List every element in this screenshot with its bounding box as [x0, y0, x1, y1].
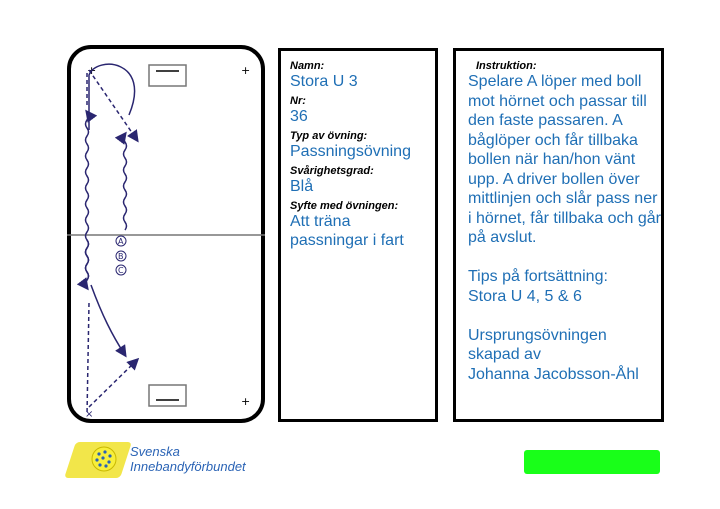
- top-goal: [149, 65, 186, 86]
- floorball-rink-diagram: [67, 45, 265, 423]
- svg-text:+: +: [87, 64, 97, 77]
- pass-from-corner: [89, 360, 137, 407]
- player-a-label: A: [118, 237, 124, 246]
- svg-text:×: ×: [85, 409, 94, 420]
- number-label: Nr:: [290, 95, 306, 107]
- name-value: Stora U 3: [290, 73, 358, 90]
- name-label: Namn:: [290, 60, 325, 72]
- return-pass: [89, 70, 137, 140]
- type-value: Passningsövning: [290, 143, 411, 160]
- exercise-info-panel: [278, 48, 438, 422]
- dribble-down: [86, 240, 89, 288]
- logo-line-1: Svenska: [130, 444, 180, 459]
- logo-line-2: Innebandyförbundet: [130, 459, 246, 474]
- player-b-label: B: [118, 252, 124, 261]
- purpose-value: Att träna passningar i fart: [290, 213, 404, 249]
- instruction-label: Instruktion:: [476, 60, 537, 72]
- instruction-text: Spelare A löper med boll mot hörnet och passar till den faste passaren. A båglöper och får tillbaka bollen när han/hon vänt upp. A driver bollen över mittlinjen och slår pass ner i hörnet, får tillbaka och går på avslut. Tips på fortsättning: Stora U 4, 5 & 6 Ursprungsövningen skapad av Johanna Jacobsson-Åhl: [468, 73, 661, 383]
- bottom-goal: [149, 385, 186, 406]
- player-c-label: C: [118, 266, 124, 275]
- svg-text:+: +: [241, 395, 251, 408]
- svg-text:+: +: [241, 64, 251, 77]
- run-to-slot: [91, 285, 125, 355]
- difficulty-label: Svårighetsgrad:: [290, 165, 374, 177]
- federation-logo: [70, 440, 270, 480]
- floorball-icon: [90, 445, 118, 473]
- drill-drawing: [67, 45, 265, 423]
- purpose-label: Syfte med övningen:: [290, 200, 399, 212]
- green-status-bar: [524, 450, 660, 474]
- number-value: 36: [290, 108, 308, 125]
- dribble-right: [124, 134, 127, 230]
- type-label: Typ av övning:: [290, 130, 368, 142]
- instruction-panel: [453, 48, 664, 422]
- difficulty-value: Blå: [290, 178, 314, 195]
- logo-text: [130, 444, 246, 474]
- pass-to-bottom-corner: [87, 303, 89, 415]
